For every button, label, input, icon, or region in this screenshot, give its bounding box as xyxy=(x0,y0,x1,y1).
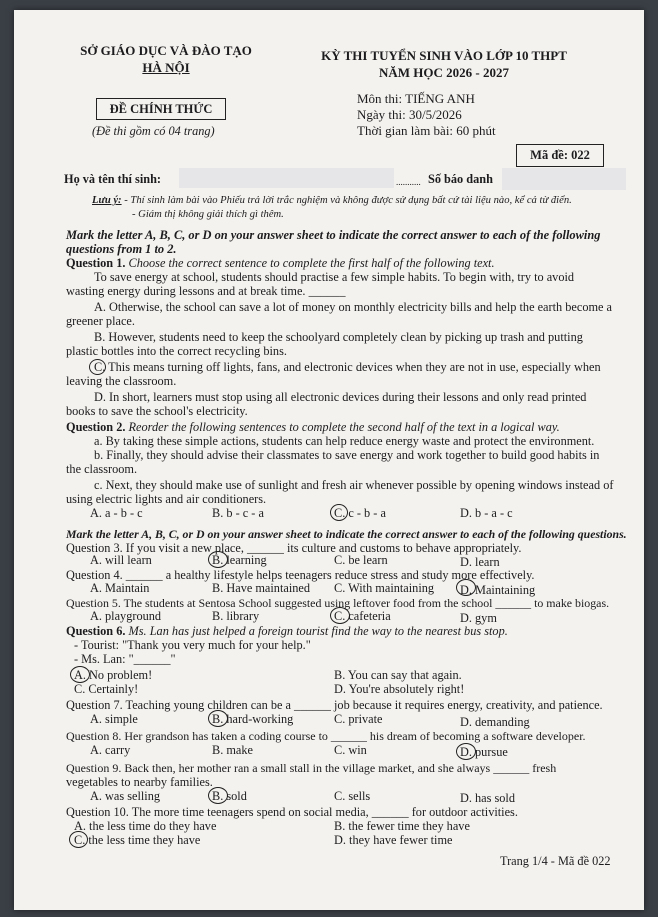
exam-duration: Thời gian làm bài: 60 phút xyxy=(357,123,496,138)
q2-sentence-b-1: b. Finally, they should advise their classmates to save energy and work together to build good habits in xyxy=(94,448,600,462)
q6-option-a: A. No problem! xyxy=(74,668,153,682)
exam-title: KỲ THI TUYỂN SINH VÀO LỚP 10 THPT xyxy=(321,48,567,63)
q1-heading xyxy=(66,257,495,270)
exam-code: Mã đề: 022 xyxy=(530,148,590,162)
notes-line-2: - Giám thị không giải thích gì thêm. xyxy=(132,209,284,220)
q9-option-c: C. sells xyxy=(334,789,371,803)
q9-option-a: A. was selling xyxy=(90,789,161,803)
q3-option-d: D. learn xyxy=(460,555,500,569)
q3-stem: Question 3. If you visit a new place, ______ its culture and customs to behave appropriately. xyxy=(66,541,522,555)
q7-option-d: D. demanding xyxy=(460,715,530,729)
q1-option-a-1: A. Otherwise, the school can save a lot of money on monthly electricity bills and help the earth become a xyxy=(94,300,613,314)
q1-option-b-1: B. However, students need to keep the schoolyard completely clean by picking up trash and putting xyxy=(94,330,583,344)
q2-prompt: Reorder the following sentences to complete the second half of the text in a logical way. xyxy=(128,420,560,434)
q7-option-a: A. simple xyxy=(90,712,138,726)
section1-instruction-1: Mark the letter A, B, C, or D on your answer sheet to indicate the correct answer to each of the following xyxy=(66,228,601,242)
q3-option-b: B. learning xyxy=(212,553,267,567)
city-name: HÀ NỘI xyxy=(142,60,190,75)
q5-option-a: A. playground xyxy=(90,609,162,623)
candidate-id-redaction xyxy=(502,168,626,190)
q9-option-d: D. has sold xyxy=(460,791,515,805)
q4-option-c: C. With maintaining xyxy=(334,581,435,595)
q8-option-d: D. pursue xyxy=(460,745,508,759)
q10-option-a: A. the less time do they have xyxy=(74,819,217,833)
q6-option-c: C. Certainly! xyxy=(74,682,139,696)
q9-stem-1: Question 9. Back then, her mother ran a small stall in the village market, and she always ______ fresh xyxy=(66,761,557,775)
q2-option-a: A. a - b - c xyxy=(90,506,143,520)
q10-option-d: D. they have fewer time xyxy=(334,833,453,847)
q5-stem: Question 5. The students at Sentosa School suggested using leftover food from the school ______ to make biogas. xyxy=(66,596,610,610)
q7-option-b: B. hard-working xyxy=(212,712,294,726)
q3-option-a: A. will learn xyxy=(90,553,152,567)
q2-option-c: C. c - b - a xyxy=(334,506,386,520)
q10-option-c: C. the less time they have xyxy=(74,833,201,847)
exam-date: Ngày thi: 30/5/2026 xyxy=(357,107,462,122)
q8-option-a: A. carry xyxy=(90,743,131,757)
q4-option-a: A. Maintain xyxy=(90,581,150,595)
section2-instruction: Mark the letter A, B, C, or D on your answer sheet to indicate the correct answer to each of the following questions. xyxy=(66,527,627,541)
q6-stem: Question 6. Ms. Lan has just helped a foreign tourist find the way to the nearest bus stop. xyxy=(66,624,508,638)
candidate-name-redaction xyxy=(179,168,394,188)
q6-tourist-line: - Tourist: "Thank you very much for your help." xyxy=(74,638,311,652)
q5-option-d: D. gym xyxy=(460,611,497,625)
q9-stem-2: vegetables to nearby families. xyxy=(66,775,213,789)
candidate-id-label: Số báo danh xyxy=(428,172,493,186)
pages-note: (Đề thi gồm có 04 trang) xyxy=(92,124,215,138)
q1-prompt: Choose the correct sentence to complete the first half of the following text. xyxy=(128,256,495,270)
q8-stem: Question 8. Her grandson has taken a coding course to ______ his dream of becoming a software developer. xyxy=(66,729,586,743)
q1-text-2: wasting energy during lessons and at break time. ______ xyxy=(66,284,346,298)
official-box xyxy=(96,98,226,120)
code-box xyxy=(516,144,604,167)
department-name: SỞ GIÁO DỤC VÀ ĐÀO TẠO xyxy=(80,43,252,58)
notes-text-1: - Thí sinh làm bài vào Phiếu trả lời trắc nghiệm và không được sử dụng bất cứ tài liệu nào, kể cả từ điển. xyxy=(124,195,572,206)
q2-option-b: B. b - c - a xyxy=(212,506,264,520)
q10-stem: Question 10. The more time teenagers spend on social media, ______ for outdoor activities. xyxy=(66,805,518,819)
subject: Môn thi: TIẾNG ANH xyxy=(357,91,475,106)
notes-label: Lưu ý: xyxy=(92,195,122,206)
q1-option-b-2: plastic bottles into the correct recycling bins. xyxy=(66,344,287,358)
page-footer: Trang 1/4 - Mã đề 022 xyxy=(500,854,611,868)
official-label: ĐỀ CHÍNH THỨC xyxy=(109,102,213,116)
school-year: NĂM HỌC 2026 - 2027 xyxy=(379,65,509,80)
q2-sentence-a: a. By taking these simple actions, students can help reduce energy waste and protect the environment. xyxy=(94,434,595,448)
q2-option-d: D. b - a - c xyxy=(460,506,513,520)
q1-option-c-2: leaving the classroom. xyxy=(66,374,177,388)
q7-stem: Question 7. Teaching young children can be a ______ job because it requires energy, creativity, and patience. xyxy=(66,698,603,712)
notes-line-1 xyxy=(92,194,572,207)
q4-option-b: B. Have maintained xyxy=(212,581,311,595)
q5-option-b: B. library xyxy=(212,609,260,623)
q8-option-b: B. make xyxy=(212,743,253,757)
q2-label: Question 2. xyxy=(66,420,126,434)
q5-option-c: C. cafeteria xyxy=(334,609,391,623)
q4-option-d: D. Maintaining xyxy=(460,583,536,597)
q1-option-a-2: greener place. xyxy=(66,314,135,328)
q9-option-b: B. sold xyxy=(212,789,247,803)
dotted-leader: ........... xyxy=(396,177,421,187)
q7-option-c: C. private xyxy=(334,712,383,726)
q2-sentence-b-2: the classroom. xyxy=(66,462,138,476)
q6-option-b: B. You can say that again. xyxy=(334,668,462,682)
q6-option-d: D. You're absolutely right! xyxy=(334,682,465,696)
section1-instruction-2: questions from 1 to 2. xyxy=(66,242,177,256)
q2-sentence-c-1: c. Next, they should make use of sunlight and fresh air whenever possible by opening windows instead of xyxy=(94,478,614,492)
candidate-name-label: Họ và tên thí sinh: xyxy=(64,172,162,186)
q1-option-c-1: C. This means turning off lights, fans, and electronic devices when they are not in use, especially when xyxy=(94,360,601,374)
q6-lan-line: - Ms. Lan: "______" xyxy=(74,652,176,666)
exam-paper xyxy=(14,10,644,910)
q4-stem: Question 4. ______ a healthy lifestyle helps teenagers reduce stress and study more effectively. xyxy=(66,568,535,582)
q1-text-1: To save energy at school, students should practise a few simple habits. To begin with, try to avoid xyxy=(94,270,575,284)
q2-heading xyxy=(66,421,560,434)
q10-option-b: B. the fewer time they have xyxy=(334,819,470,833)
q2-sentence-c-2: using electric lights and air conditioners. xyxy=(66,492,267,506)
q3-option-c: C. be learn xyxy=(334,553,388,567)
q8-option-c: C. win xyxy=(334,743,367,757)
q1-option-d-1: D. In short, learners must stop using all electronic devices during their lessons and only read printed xyxy=(94,390,587,404)
q1-option-d-2: books to save the school's electricity. xyxy=(66,404,248,418)
q1-label: Question 1. xyxy=(66,256,126,270)
